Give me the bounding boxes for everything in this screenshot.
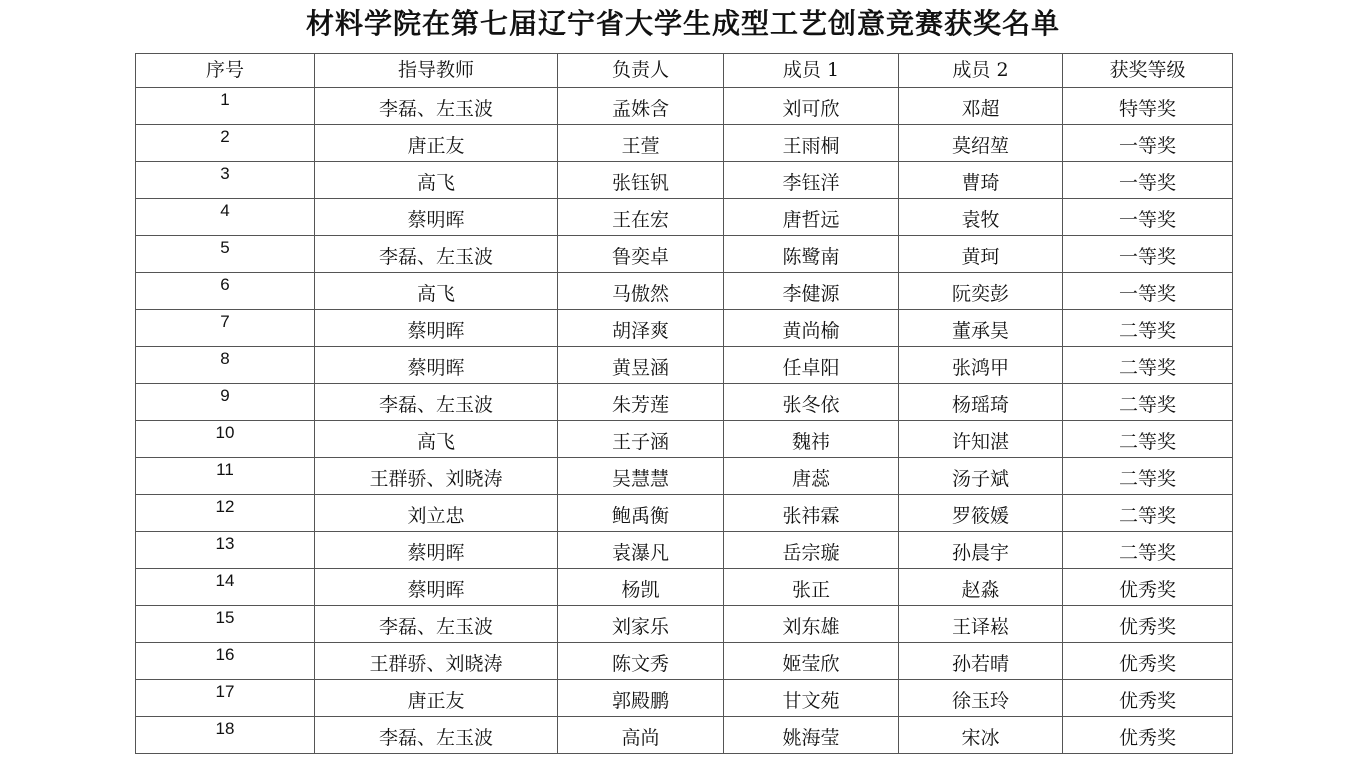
cell-text: 阮奕彭: [951, 283, 1009, 305]
cell-index: [136, 569, 315, 606]
cell-leader: [558, 495, 724, 532]
cell-member-1: [724, 717, 899, 754]
cell-advisor: [315, 717, 558, 754]
cell-member-2: [899, 236, 1063, 273]
cell-text: 蔡明晖: [407, 357, 465, 379]
cell-member-2: [899, 680, 1063, 717]
cell-advisor: [315, 643, 558, 680]
cell-award-level: [1063, 125, 1233, 162]
cell-text: 黄珂: [961, 246, 1000, 268]
cell-text: 莫绍堃: [951, 135, 1009, 157]
cell-award-level: [1063, 680, 1233, 717]
table-header: [136, 54, 1233, 88]
cell-text: 二等奖: [1118, 320, 1176, 342]
cell-award-level: [1063, 569, 1233, 606]
cell-text: 朱芳莲: [611, 394, 669, 416]
cell-index: [136, 717, 315, 754]
cell-text: 16: [215, 645, 235, 664]
header-award-level: 获奖等级: [1063, 54, 1233, 88]
cell-text: 胡泽爽: [611, 320, 669, 342]
cell-member-2: [899, 88, 1063, 125]
cell-member-1: [724, 162, 899, 199]
cell-member-1: [724, 273, 899, 310]
header-index: 序号: [136, 54, 315, 88]
table-row: [136, 310, 1233, 347]
cell-advisor: [315, 532, 558, 569]
cell-index: [136, 347, 315, 384]
cell-award-level: [1063, 310, 1233, 347]
cell-advisor: [315, 162, 558, 199]
cell-text: 张钰钒: [611, 172, 669, 194]
cell-member-2: [899, 125, 1063, 162]
cell-leader: [558, 717, 724, 754]
table-row: [136, 680, 1233, 717]
cell-leader: [558, 421, 724, 458]
cell-text: 高飞: [416, 431, 455, 453]
cell-text: 李磊、左玉波: [378, 98, 493, 120]
cell-text: 4: [220, 201, 230, 220]
cell-member-1: [724, 643, 899, 680]
cell-text: 唐正友: [407, 135, 465, 157]
cell-index: [136, 643, 315, 680]
header-member-2: 成员 2: [899, 54, 1063, 88]
cell-text: 6: [220, 275, 230, 294]
cell-index: [136, 236, 315, 273]
cell-member-1: [724, 606, 899, 643]
cell-text: 3: [220, 164, 230, 183]
cell-text: 唐哲远: [782, 209, 840, 231]
cell-text: 二等奖: [1118, 394, 1176, 416]
cell-text: 任卓阳: [782, 357, 840, 379]
header-member-1: 成员 1: [724, 54, 899, 88]
cell-award-level: [1063, 717, 1233, 754]
cell-text: 优秀奖: [1118, 727, 1176, 749]
cell-award-level: [1063, 199, 1233, 236]
cell-text: 孙若晴: [951, 653, 1009, 675]
cell-index: [136, 310, 315, 347]
cell-member-2: [899, 532, 1063, 569]
cell-award-level: [1063, 347, 1233, 384]
cell-text: 优秀奖: [1118, 690, 1176, 712]
header-row: [136, 54, 1233, 88]
cell-leader: [558, 125, 724, 162]
header-advisor: 指导教师: [315, 54, 558, 88]
cell-text: 张正: [791, 579, 830, 601]
cell-text: 吴慧慧: [611, 468, 669, 490]
cell-text: 王在宏: [611, 209, 669, 231]
cell-leader: [558, 273, 724, 310]
cell-text: 9: [220, 386, 230, 405]
cell-member-1: [724, 125, 899, 162]
cell-text: 杨凯: [621, 579, 660, 601]
cell-member-1: [724, 347, 899, 384]
cell-index: [136, 125, 315, 162]
table-row: [136, 643, 1233, 680]
cell-leader: [558, 384, 724, 421]
cell-index: [136, 606, 315, 643]
cell-text: 郭殿鹏: [611, 690, 669, 712]
cell-text: 5: [220, 238, 230, 257]
table-row: [136, 717, 1233, 754]
cell-leader: [558, 569, 724, 606]
cell-text: 17: [215, 682, 235, 701]
cell-text: 12: [215, 497, 235, 516]
cell-text: 蔡明晖: [407, 209, 465, 231]
cell-member-2: [899, 495, 1063, 532]
cell-text: 8: [220, 349, 230, 368]
cell-text: 高尚: [621, 727, 660, 749]
cell-member-2: [899, 199, 1063, 236]
cell-text: 王萱: [621, 135, 660, 157]
table-row: [136, 606, 1233, 643]
cell-award-level: [1063, 532, 1233, 569]
cell-advisor: [315, 236, 558, 273]
cell-index: [136, 680, 315, 717]
cell-text: 杨瑶琦: [951, 394, 1009, 416]
cell-text: 10: [215, 423, 235, 442]
table-row: [136, 162, 1233, 199]
cell-text: 王子涵: [611, 431, 669, 453]
cell-text: 二等奖: [1118, 468, 1176, 490]
cell-award-level: [1063, 384, 1233, 421]
cell-text: 许知湛: [951, 431, 1009, 453]
cell-text: 18: [215, 719, 235, 738]
cell-text: 徐玉玲: [951, 690, 1009, 712]
cell-member-1: [724, 532, 899, 569]
cell-member-1: [724, 458, 899, 495]
cell-award-level: [1063, 88, 1233, 125]
cell-member-1: [724, 569, 899, 606]
cell-text: 刘东雄: [782, 616, 840, 638]
cell-text: 马傲然: [611, 283, 669, 305]
cell-text: 张鸿甲: [951, 357, 1009, 379]
cell-text: 刘家乐: [611, 616, 669, 638]
cell-text: 曹琦: [961, 172, 1000, 194]
cell-advisor: [315, 680, 558, 717]
cell-advisor: [315, 384, 558, 421]
cell-leader: [558, 643, 724, 680]
cell-text: 李磊、左玉波: [378, 727, 493, 749]
table-row: [136, 273, 1233, 310]
cell-advisor: [315, 125, 558, 162]
cell-index: [136, 495, 315, 532]
cell-text: 2: [220, 127, 230, 146]
cell-text: 姚海莹: [782, 727, 840, 749]
cell-text: 唐蕊: [791, 468, 830, 490]
cell-text: 13: [215, 534, 235, 553]
cell-text: 一等奖: [1118, 283, 1176, 305]
cell-leader: [558, 532, 724, 569]
cell-advisor: [315, 88, 558, 125]
cell-text: 李磊、左玉波: [378, 616, 493, 638]
cell-text: 二等奖: [1118, 542, 1176, 564]
cell-member-1: [724, 384, 899, 421]
table-row: [136, 384, 1233, 421]
cell-member-1: [724, 680, 899, 717]
cell-text: 宋冰: [961, 727, 1000, 749]
cell-text: 李钰洋: [782, 172, 840, 194]
cell-text: 优秀奖: [1118, 616, 1176, 638]
cell-advisor: [315, 606, 558, 643]
cell-text: 张冬依: [782, 394, 840, 416]
cell-text: 蔡明晖: [407, 320, 465, 342]
cell-text: 特等奖: [1118, 98, 1176, 120]
cell-member-2: [899, 347, 1063, 384]
cell-member-2: [899, 384, 1063, 421]
cell-text: 唐正友: [407, 690, 465, 712]
cell-text: 7: [220, 312, 230, 331]
cell-advisor: [315, 199, 558, 236]
cell-text: 李健源: [782, 283, 840, 305]
table-row: [136, 236, 1233, 273]
table-body: [136, 88, 1233, 754]
cell-text: 二等奖: [1118, 431, 1176, 453]
cell-member-1: [724, 199, 899, 236]
cell-text: 刘可欣: [782, 98, 840, 120]
cell-index: [136, 384, 315, 421]
cell-text: 张祎霖: [782, 505, 840, 527]
cell-advisor: [315, 421, 558, 458]
table-row: [136, 495, 1233, 532]
cell-member-2: [899, 606, 1063, 643]
cell-text: 汤子斌: [951, 468, 1009, 490]
cell-advisor: [315, 495, 558, 532]
table-row: [136, 569, 1233, 606]
cell-text: 11: [216, 460, 234, 479]
cell-text: 1: [220, 90, 230, 109]
table-row: [136, 421, 1233, 458]
cell-text: 黄昱涵: [611, 357, 669, 379]
cell-leader: [558, 310, 724, 347]
page-title: 材料学院在第七届辽宁省大学生成型工艺创意竞赛获奖名单: [305, 7, 1060, 40]
cell-award-level: [1063, 495, 1233, 532]
cell-member-2: [899, 310, 1063, 347]
cell-text: 高飞: [416, 283, 455, 305]
cell-text: 陈鹭南: [782, 246, 840, 268]
cell-member-2: [899, 643, 1063, 680]
cell-text: 陈文秀: [611, 653, 669, 675]
cell-index: [136, 162, 315, 199]
cell-text: 鲍禹衡: [611, 505, 669, 527]
cell-text: 姬莹欣: [782, 653, 840, 675]
cell-member-2: [899, 162, 1063, 199]
cell-text: 甘文苑: [782, 690, 840, 712]
award-table: [135, 53, 1233, 754]
cell-text: 14: [215, 571, 235, 590]
cell-award-level: [1063, 421, 1233, 458]
cell-index: [136, 421, 315, 458]
table-row: [136, 199, 1233, 236]
cell-text: 袁瀑凡: [611, 542, 669, 564]
cell-index: [136, 532, 315, 569]
cell-leader: [558, 347, 724, 384]
cell-text: 王雨桐: [782, 135, 840, 157]
cell-leader: [558, 199, 724, 236]
cell-text: 董承昊: [951, 320, 1009, 342]
cell-text: 刘立忠: [407, 505, 465, 527]
cell-text: 二等奖: [1118, 505, 1176, 527]
cell-text: 15: [215, 608, 235, 627]
cell-text: 王群骄、刘晓涛: [369, 653, 503, 675]
cell-award-level: [1063, 162, 1233, 199]
cell-text: 黄尚榆: [782, 320, 840, 342]
cell-text: 袁牧: [961, 209, 1000, 231]
cell-text: 岳宗璇: [782, 542, 840, 564]
cell-text: 孙晨宇: [951, 542, 1009, 564]
cell-award-level: [1063, 273, 1233, 310]
cell-text: 蔡明晖: [407, 542, 465, 564]
cell-index: [136, 88, 315, 125]
cell-member-2: [899, 273, 1063, 310]
cell-advisor: [315, 569, 558, 606]
cell-text: 一等奖: [1118, 135, 1176, 157]
cell-leader: [558, 236, 724, 273]
cell-advisor: [315, 458, 558, 495]
cell-leader: [558, 162, 724, 199]
cell-member-1: [724, 88, 899, 125]
cell-index: [136, 458, 315, 495]
cell-text: 优秀奖: [1118, 579, 1176, 601]
table-row: [136, 532, 1233, 569]
cell-member-1: [724, 421, 899, 458]
cell-award-level: [1063, 236, 1233, 273]
table-row: [136, 347, 1233, 384]
cell-advisor: [315, 310, 558, 347]
header-leader: 负责人: [558, 54, 724, 88]
cell-member-2: [899, 569, 1063, 606]
cell-award-level: [1063, 606, 1233, 643]
cell-text: 魏祎: [791, 431, 830, 453]
cell-leader: [558, 680, 724, 717]
cell-member-2: [899, 717, 1063, 754]
cell-advisor: [315, 347, 558, 384]
cell-text: 王译崧: [951, 616, 1009, 638]
cell-text: 蔡明晖: [407, 579, 465, 601]
cell-member-1: [724, 236, 899, 273]
cell-award-level: [1063, 458, 1233, 495]
cell-index: [136, 199, 315, 236]
cell-leader: [558, 606, 724, 643]
cell-text: 一等奖: [1118, 172, 1176, 194]
cell-member-2: [899, 421, 1063, 458]
cell-text: 王群骄、刘晓涛: [369, 468, 503, 490]
cell-text: 赵淼: [961, 579, 1000, 601]
cell-leader: [558, 458, 724, 495]
cell-text: 罗筱媛: [951, 505, 1009, 527]
cell-leader: [558, 88, 724, 125]
cell-text: 一等奖: [1118, 209, 1176, 231]
cell-text: 高飞: [416, 172, 455, 194]
cell-text: 二等奖: [1118, 357, 1176, 379]
table-row: [136, 125, 1233, 162]
cell-member-2: [899, 458, 1063, 495]
cell-text: 邓超: [961, 98, 1000, 120]
cell-text: 一等奖: [1118, 246, 1176, 268]
cell-text: 李磊、左玉波: [378, 246, 493, 268]
cell-text: 优秀奖: [1118, 653, 1176, 675]
cell-member-1: [724, 310, 899, 347]
cell-advisor: [315, 273, 558, 310]
table-row: [136, 458, 1233, 495]
cell-text: 鲁奕卓: [611, 246, 669, 268]
cell-index: [136, 273, 315, 310]
cell-member-1: [724, 495, 899, 532]
cell-award-level: [1063, 643, 1233, 680]
cell-text: 李磊、左玉波: [378, 394, 493, 416]
cell-text: 孟姝含: [611, 98, 669, 120]
table-row: [136, 88, 1233, 125]
